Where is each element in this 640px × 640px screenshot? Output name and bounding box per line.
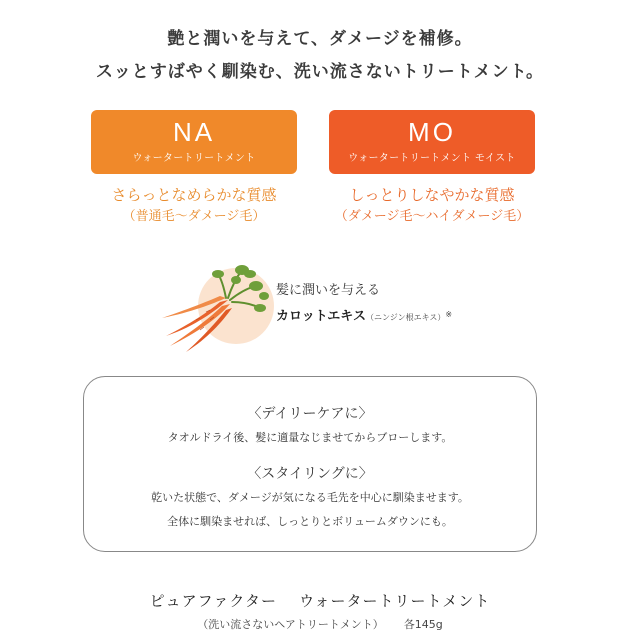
product-name bbox=[0, 590, 640, 611]
feature-texture: さらっとなめらかな質感 bbox=[111, 186, 277, 204]
ingredient-line bbox=[276, 306, 452, 327]
product-subtitle bbox=[0, 616, 640, 632]
daily-care-title: 〈デイリーケアに〉 bbox=[247, 406, 373, 422]
ingredient-benefit: 髪に潤いを与える bbox=[276, 283, 381, 298]
product-line-name: ウォータートリートメント bbox=[299, 592, 491, 610]
ingredient-name: カロットエキス bbox=[276, 309, 366, 324]
styling-title: 〈スタイリングに〉 bbox=[247, 466, 373, 482]
feature-texture: しっとりしなやかな質感 bbox=[349, 186, 515, 204]
product-code: NA bbox=[172, 117, 216, 147]
product-type: ウォータートリートメント モイスト bbox=[348, 153, 516, 164]
product-feature-mo bbox=[329, 185, 535, 228]
product-feature-na bbox=[91, 185, 297, 228]
product-badge-na bbox=[91, 110, 297, 174]
brand-name: ピュアファクター bbox=[149, 592, 278, 610]
ingredient-note: （ニンジン根エキス） bbox=[365, 313, 446, 322]
product-type: ウォータートリートメント bbox=[132, 153, 256, 164]
product-description: （洗い流さないヘアトリートメント） bbox=[197, 618, 384, 631]
usage-box bbox=[83, 376, 537, 552]
product-weight: 各145g bbox=[403, 618, 443, 631]
headline-line-2: スッとすばやく馴染む、洗い流さないトリートメント。 bbox=[95, 62, 545, 82]
ingredient-mark: ※ bbox=[445, 310, 453, 319]
daily-care-text: タオルドライ後、髪に適量なじませてからブローします。 bbox=[167, 431, 453, 444]
feature-hair-type: （ダメージ毛〜ハイダメージ毛） bbox=[334, 209, 530, 224]
ingredient-info bbox=[276, 282, 452, 327]
product-code: MO bbox=[408, 117, 456, 147]
styling-text-1: 乾いた状態で、ダメージが気になる毛先を中心に馴染ませます。 bbox=[151, 491, 469, 504]
carrot-icon bbox=[156, 262, 274, 354]
product-badge-mo bbox=[329, 110, 535, 174]
headline-line-1: 艶と潤いを与えて、ダメージを補修。 bbox=[167, 29, 473, 49]
styling-text-2: 全体に馴染ませれば、しっとりとボリュームダウンにも。 bbox=[167, 515, 453, 528]
feature-hair-type: （普通毛〜ダメージ毛） bbox=[122, 209, 266, 224]
